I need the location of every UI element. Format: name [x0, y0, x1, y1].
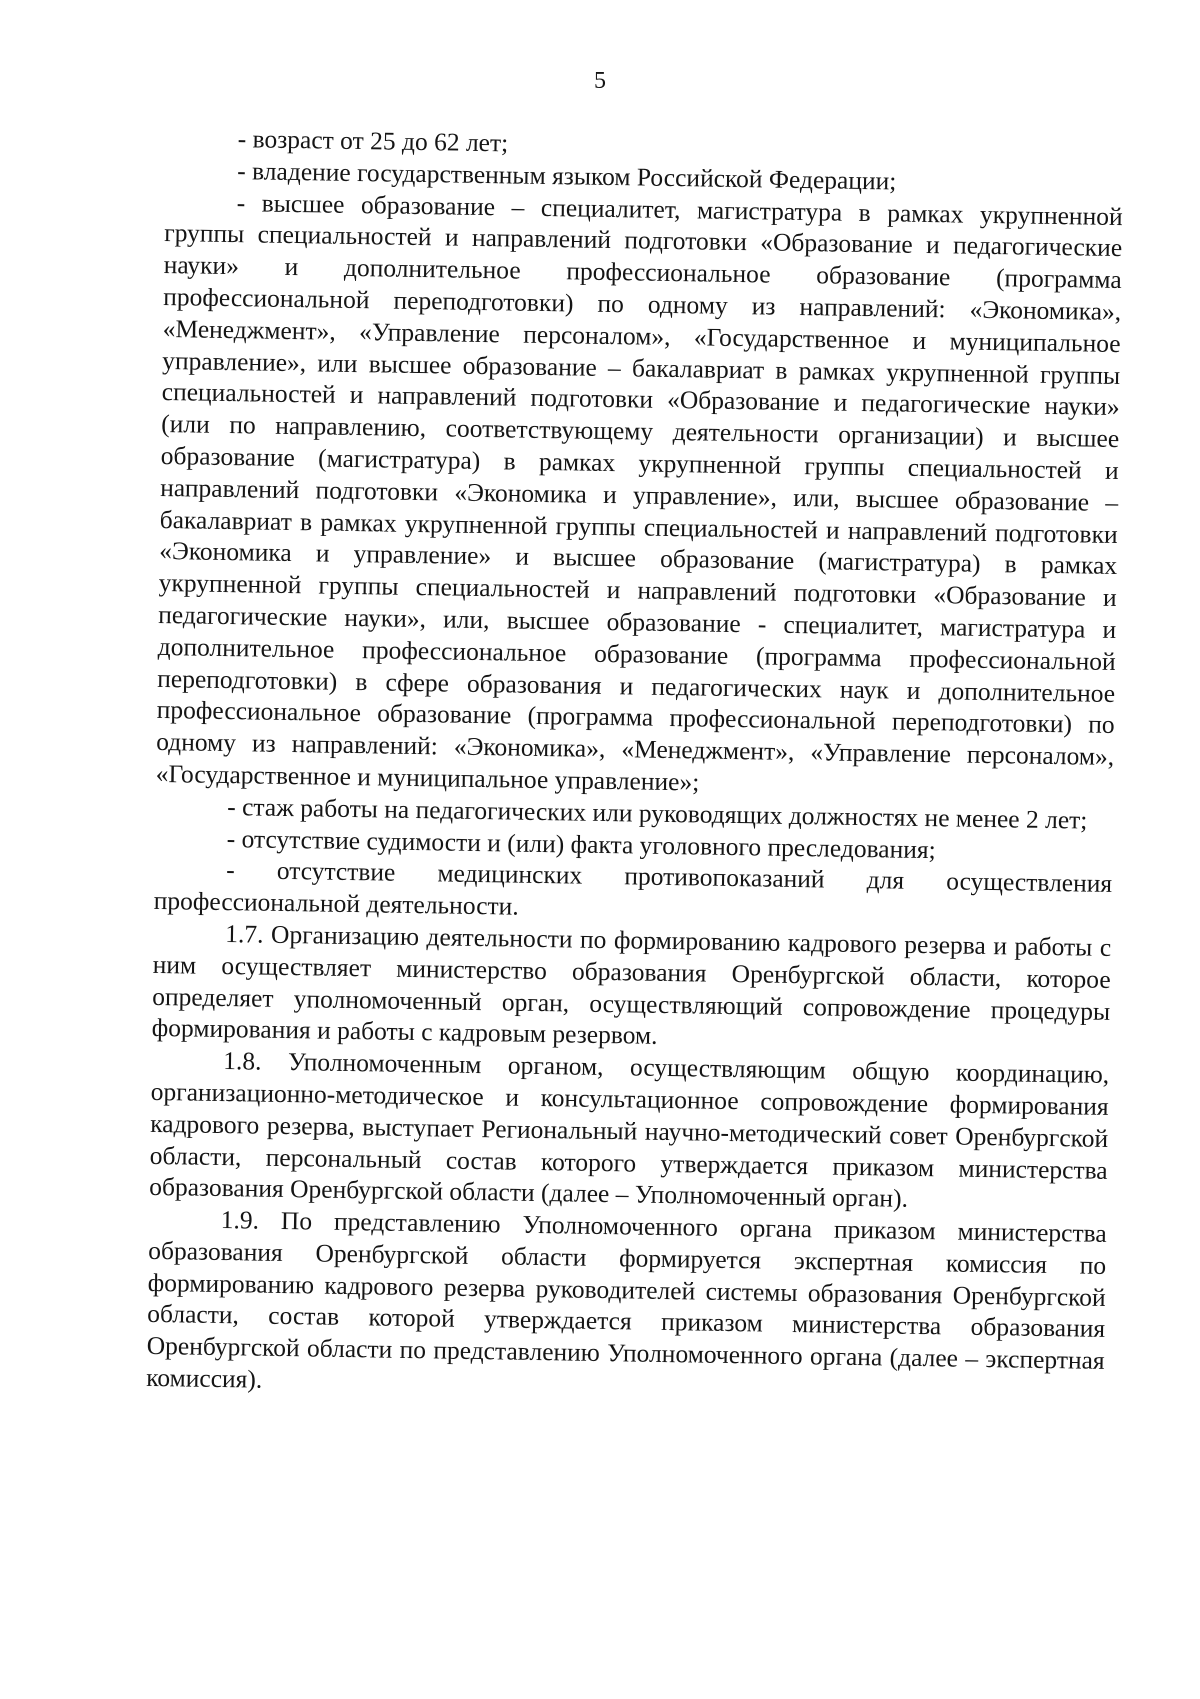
requirement-no-medical-contraindications: - отсутствие медицинских противопоказаний для осуществления профессиональной деятельности.: [153, 855, 1113, 921]
clause-1-9: 1.9. По представлению Уполномоченного органа приказом министерства образования Оренбургской области формируется экспертная комиссия по формированию кадрового резерва руководителей системы образования Оренбургской области, состав которой утверждается приказом министерства образования Оренбургской области по представлению Уполномоченного органа (далее – экспертная комиссия).: [146, 1205, 1107, 1394]
requirement-age: - возраст от 25 до 62 лет;: [237, 124, 509, 158]
requirement-language: - владение государственным языком Российской Федерации;: [237, 155, 897, 196]
requirement-education: - высшее образование – специалитет, магистратура в рамках укрупненной группы специальностей и направлений подготовки «Образование и педагогические науки» и дополнительное профессиональное образование (программа профессиональной переподготовки) по одному из направлений: «Экономика», «Менеджмент», «Управление персоналом», «Государственное и муниципальное управление», или высшее образование – бакалавриат в рамках укрупненной группы специальностей и направлений подготовки «Образование и педагогические науки» (или по направлению, соответствующему деятельности организации) и высшее образование (магистратура) в рамках укрупненной группы специальностей и направлений подготовки «Экономика и управление», или, высшее образование – бакалавриат в рамках укрупненной группы специальностей и направлений подготовки «Экономика и управление» и высшее образование (магистратура) в рамках укрупненной группы специальностей и направлений подготовки «Образование и педагогические науки», или, высшее образование - специалитет, магистратура и дополнительное профессиональное образование (программа профессиональной переподготовки) в сфере образования и педагогических наук и дополнительное профессиональное образование (программа профессиональной переподготовки) по одному из направлений: «Экономика», «Менеджмент», «Управление персоналом», «Государственное и муниципальное управление»;: [155, 187, 1123, 797]
requirement-experience: - стаж работы на педагогических или руководящих должностях не менее 2 лет;: [227, 791, 1088, 835]
clause-1-8: 1.8. Уполномоченным органом, осуществляющим общую координацию, организационно-методическое и консультационное сопровождение формирования кадрового резерва, выступает Региональный научно-методический совет Оренбургской области, персональный состав которого утверждается приказом министерства образования Оренбургской области (далее – Уполномоченный орган).: [149, 1046, 1110, 1214]
requirement-no-criminal-record: - отсутствие судимости и (или) факта уголовного преследования;: [226, 823, 936, 864]
document-body: [146, 122, 1124, 1409]
page-number: 5: [594, 68, 606, 94]
clause-1-7: 1.7. Организацию деятельности по формированию кадрового резерва и работы с ним осуществляет министерство образования Оренбургской области, которое определяет уполномоченный орган, осуществляющий сопровождение процедуры формирования и работы с кадровым резервом.: [151, 918, 1112, 1051]
